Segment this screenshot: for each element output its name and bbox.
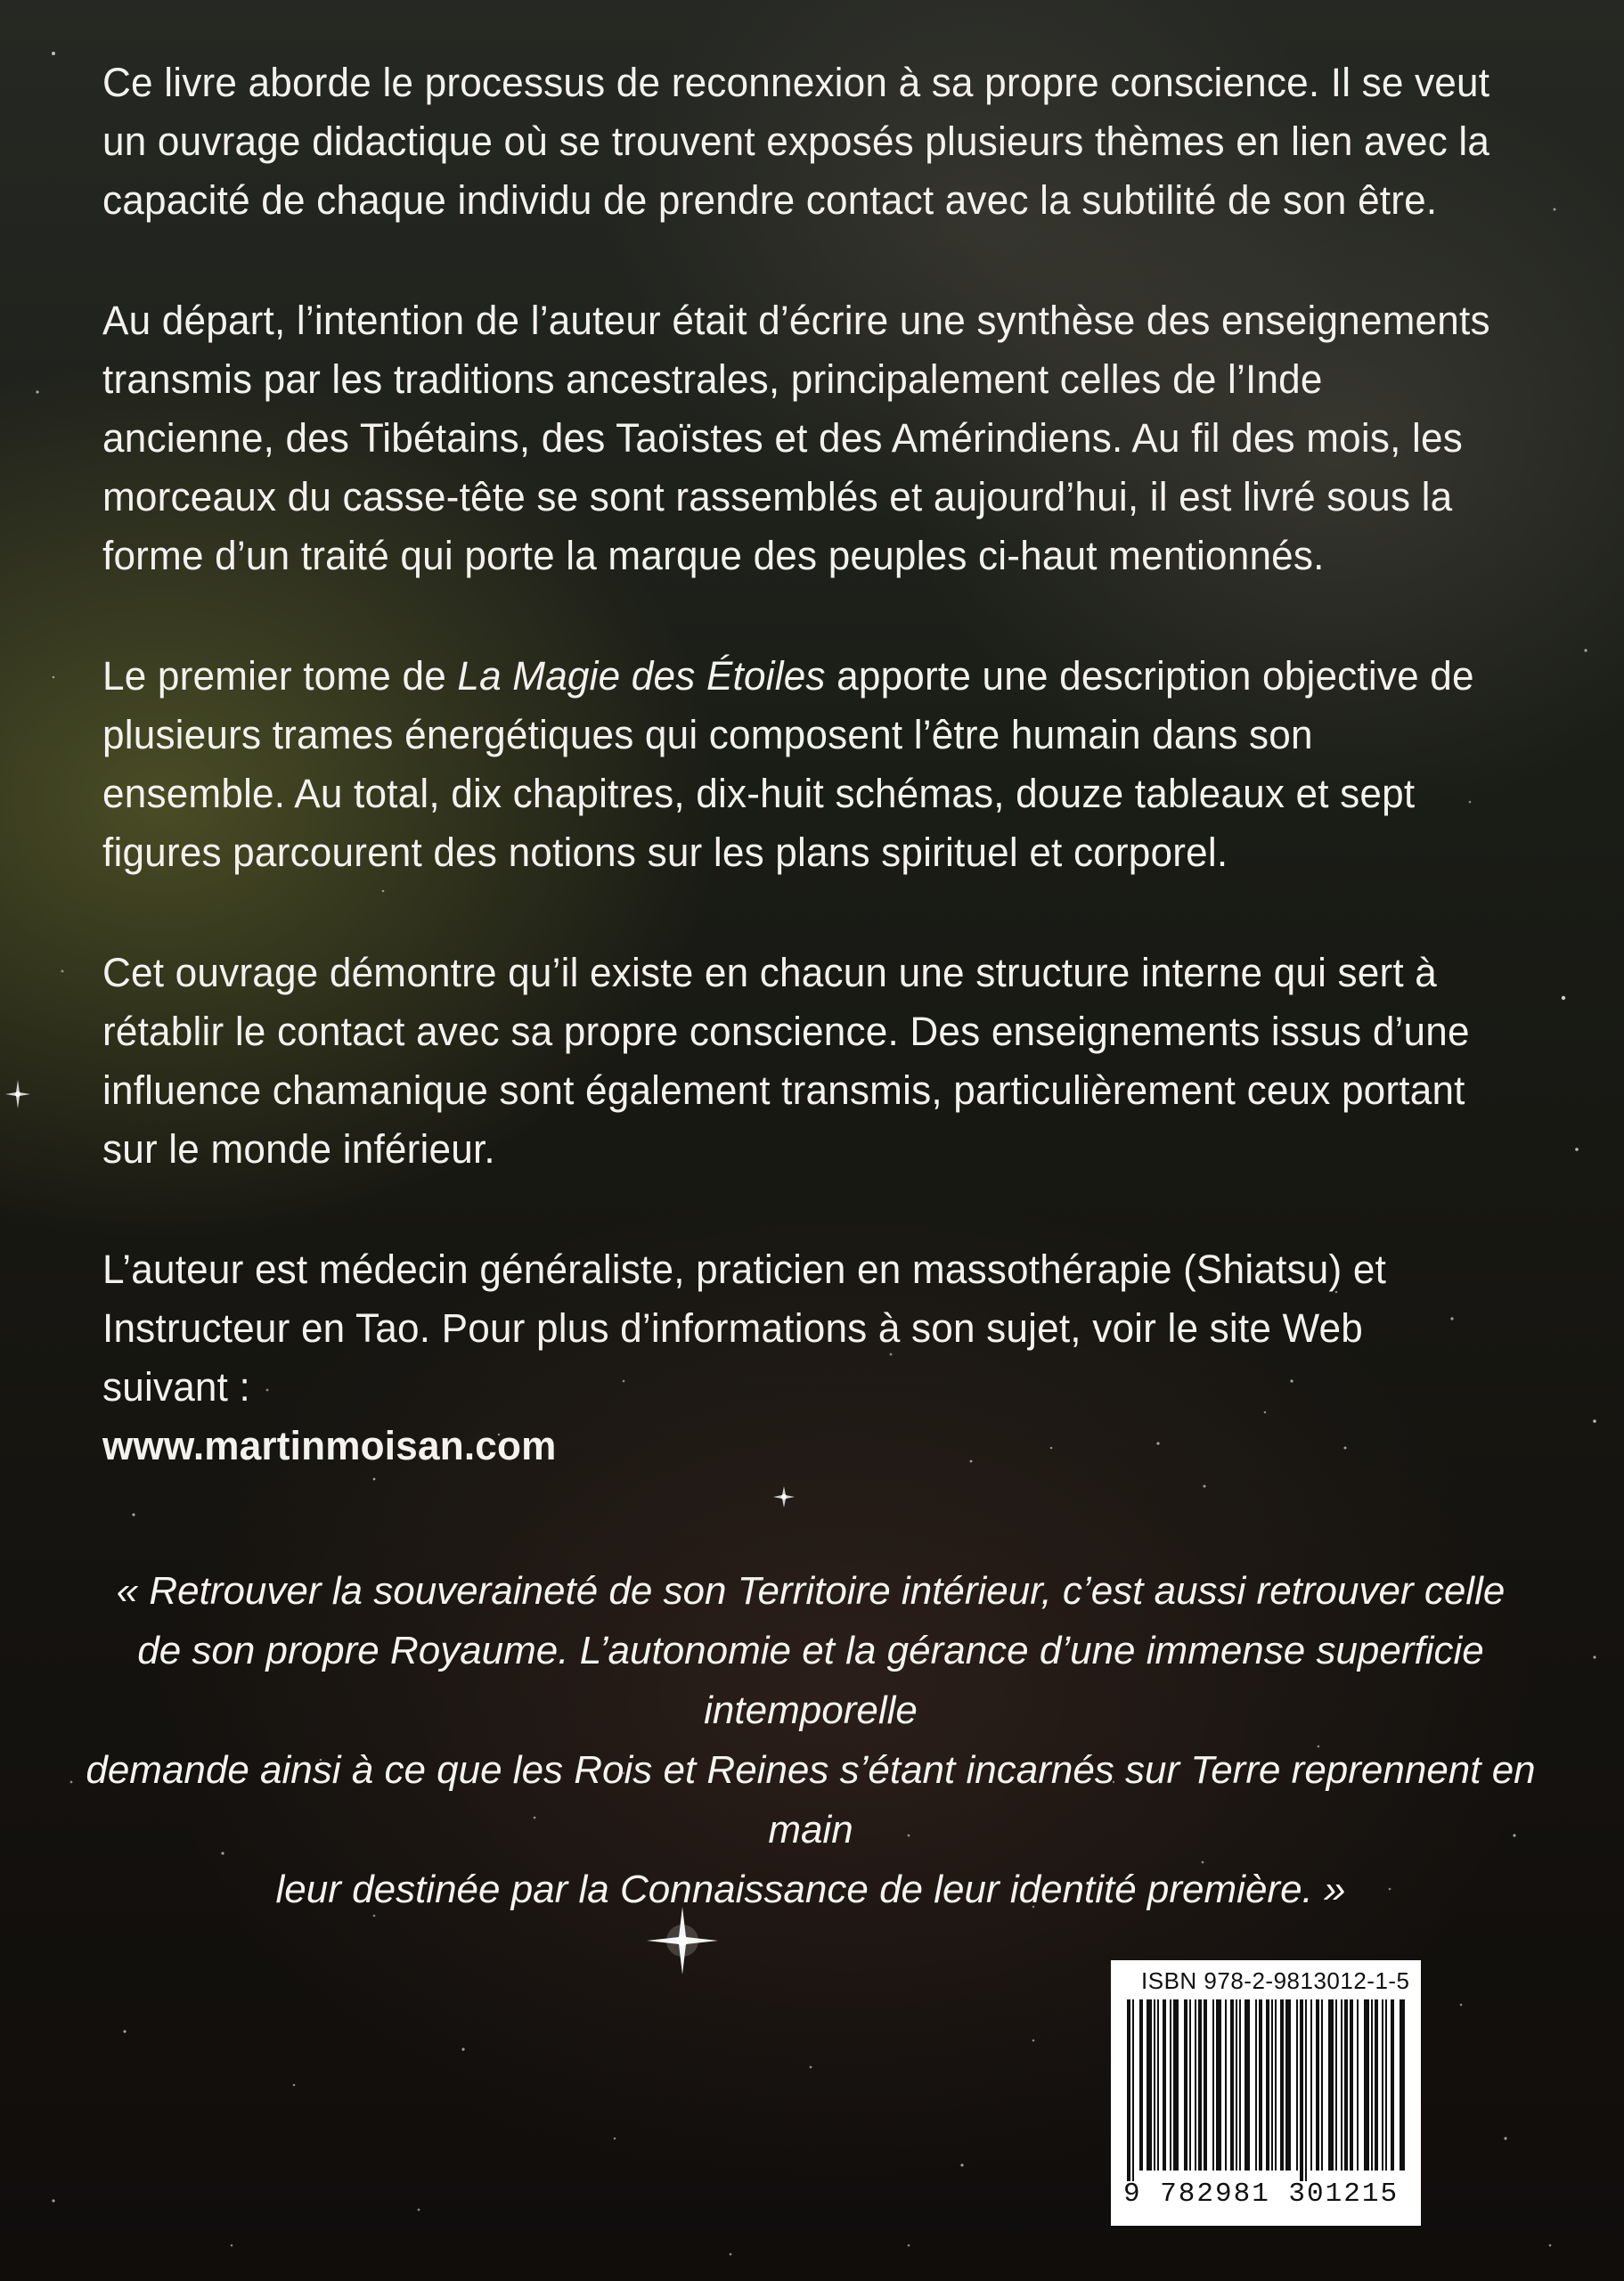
paragraph-structure: Cet ouvrage démontre qu’il existe en chacun une structure interne qui sert à rétablir le contact avec sa propre conscience. Des enseignements issus d’une influence chamanique sont également transmis, particulièrement ceux portant sur le monde inférieur. xyxy=(102,950,1470,1172)
barcode-bar xyxy=(1316,1999,1319,2171)
barcode-bar xyxy=(1375,1999,1378,2171)
quote-line: de son propre Royaume. L’autonomie et la gérance d’une immense superficie intemporelle xyxy=(137,1629,1484,1732)
barcode-bar xyxy=(1195,1999,1196,2171)
barcode-bar xyxy=(1212,1999,1214,2171)
barcode-bar xyxy=(1341,1999,1342,2171)
website-link[interactable]: www.martinmoisan.com xyxy=(102,1423,557,1468)
back-cover-text xyxy=(102,53,1528,1537)
barcode-bar xyxy=(1271,1999,1273,2171)
barcode-bar xyxy=(1310,1999,1312,2171)
barcode-bar xyxy=(1364,1999,1369,2171)
barcode-bar xyxy=(1391,1999,1394,2171)
barcode-bar xyxy=(1239,1999,1241,2171)
barcode-bar xyxy=(1147,1999,1152,2171)
barcode-bar xyxy=(1296,1999,1298,2171)
barcode-bar xyxy=(1344,1999,1348,2171)
quote-line: demande ainsi à ce que les Rois et Reines s’étant incarnés sur Terre reprennent en main xyxy=(86,1748,1536,1852)
paragraph-intro: Ce livre aborde le processus de reconnexion à sa propre conscience. Il se veut un ouvrage didactique où se trouvent exposés plusieurs thèmes en lien avec la capacité de chaque individu de prendre contact avec la subtilité de son être. xyxy=(102,60,1490,223)
barcode-bar xyxy=(1173,1999,1179,2171)
ean-digits: 9 782981 301215 xyxy=(1123,2179,1400,2210)
barcode-bar xyxy=(1230,1999,1234,2171)
paragraph-origin: Au départ, l’intention de l’auteur était d’écrire une synthèse des enseignements transmis par les traditions ancestrales, principalement celles de l’Inde ancienne, des Tibétains, des Taoïstes et des Amérindiens. Au fil des mois, les morceaux du casse-tête se sont rassemblés et aujourd’hui, il est livré sous la forme d’un traité qui porte la marque des peuples ci-haut mentionnés. xyxy=(102,298,1490,578)
paragraph-author xyxy=(102,1240,1499,1476)
barcode-bars xyxy=(1123,1999,1408,2181)
quote-line: leur destinée par la Connaissance de leur identité première. » xyxy=(275,1868,1346,1911)
barcode-bar xyxy=(1371,1999,1373,2171)
barcode-bar xyxy=(1245,1999,1250,2171)
paragraph-tome-before: Le premier tome de xyxy=(102,653,458,699)
quote-line: « Retrouver la souveraineté de son Territoire intérieur, c’est aussi retrouver celle xyxy=(116,1569,1506,1613)
barcode-bar xyxy=(1300,1999,1303,2181)
barcode-bar xyxy=(1357,1999,1359,2171)
barcode-bar xyxy=(1198,1999,1202,2171)
barcode-bar xyxy=(1385,1999,1387,2171)
isbn-barcode xyxy=(1111,1960,1421,2226)
barcode-bar xyxy=(1382,1999,1383,2171)
barcode-bar xyxy=(1204,1999,1207,2171)
barcode-bar xyxy=(1321,1999,1323,2171)
barcode-bar xyxy=(1132,1999,1134,2181)
barcode-bar xyxy=(1154,1999,1155,2171)
barcode-bar xyxy=(1139,1999,1143,2171)
barcode-bar xyxy=(1266,1999,1269,2171)
barcode-bar xyxy=(1170,1999,1171,2171)
barcode-bar xyxy=(1127,1999,1130,2181)
barcode-bar xyxy=(1285,1999,1291,2171)
book-title: La Magie des Étoiles xyxy=(457,653,826,699)
barcode-bar xyxy=(1236,1999,1237,2171)
barcode-bar xyxy=(1184,1999,1187,2171)
isbn-label: ISBN 978-2-9813012-1-5 xyxy=(1141,1967,1410,1994)
barcode-bar xyxy=(1328,1999,1334,2171)
barcode-bar xyxy=(1350,1999,1353,2171)
paragraph-author-text: L’auteur est médecin généraliste, praticien en massothérapie (Shiatsu) et Instructeur en Tao. Pour plus d’informations à son sujet, voir le site Web suivant : xyxy=(102,1247,1387,1410)
paragraph-tome-after: apporte une description objective de plusieurs trames énergétiques qui composent l’être humain dans son ensemble. Au total, dix chapitres, dix-huit schémas, douze tableaux et sept figures parcourent des notions sur les plans spirituel et corporel. xyxy=(102,653,1474,875)
barcode-bar xyxy=(1157,1999,1159,2171)
pull-quote xyxy=(80,1561,1541,1919)
paragraph-tome xyxy=(102,647,1499,882)
barcode-bar xyxy=(1225,1999,1227,2171)
barcode-bar xyxy=(1280,1999,1284,2171)
barcode-bar xyxy=(1259,1999,1262,2171)
barcode-bar xyxy=(1400,1999,1405,2171)
barcode-bar xyxy=(1335,1999,1337,2171)
barcode-bar xyxy=(1255,1999,1257,2171)
barcode-bar xyxy=(1163,1999,1166,2171)
barcode-bar xyxy=(1189,1999,1191,2171)
barcode-bar xyxy=(1275,1999,1277,2171)
barcode-bar xyxy=(1216,1999,1221,2171)
barcode-bar xyxy=(1305,1999,1307,2181)
